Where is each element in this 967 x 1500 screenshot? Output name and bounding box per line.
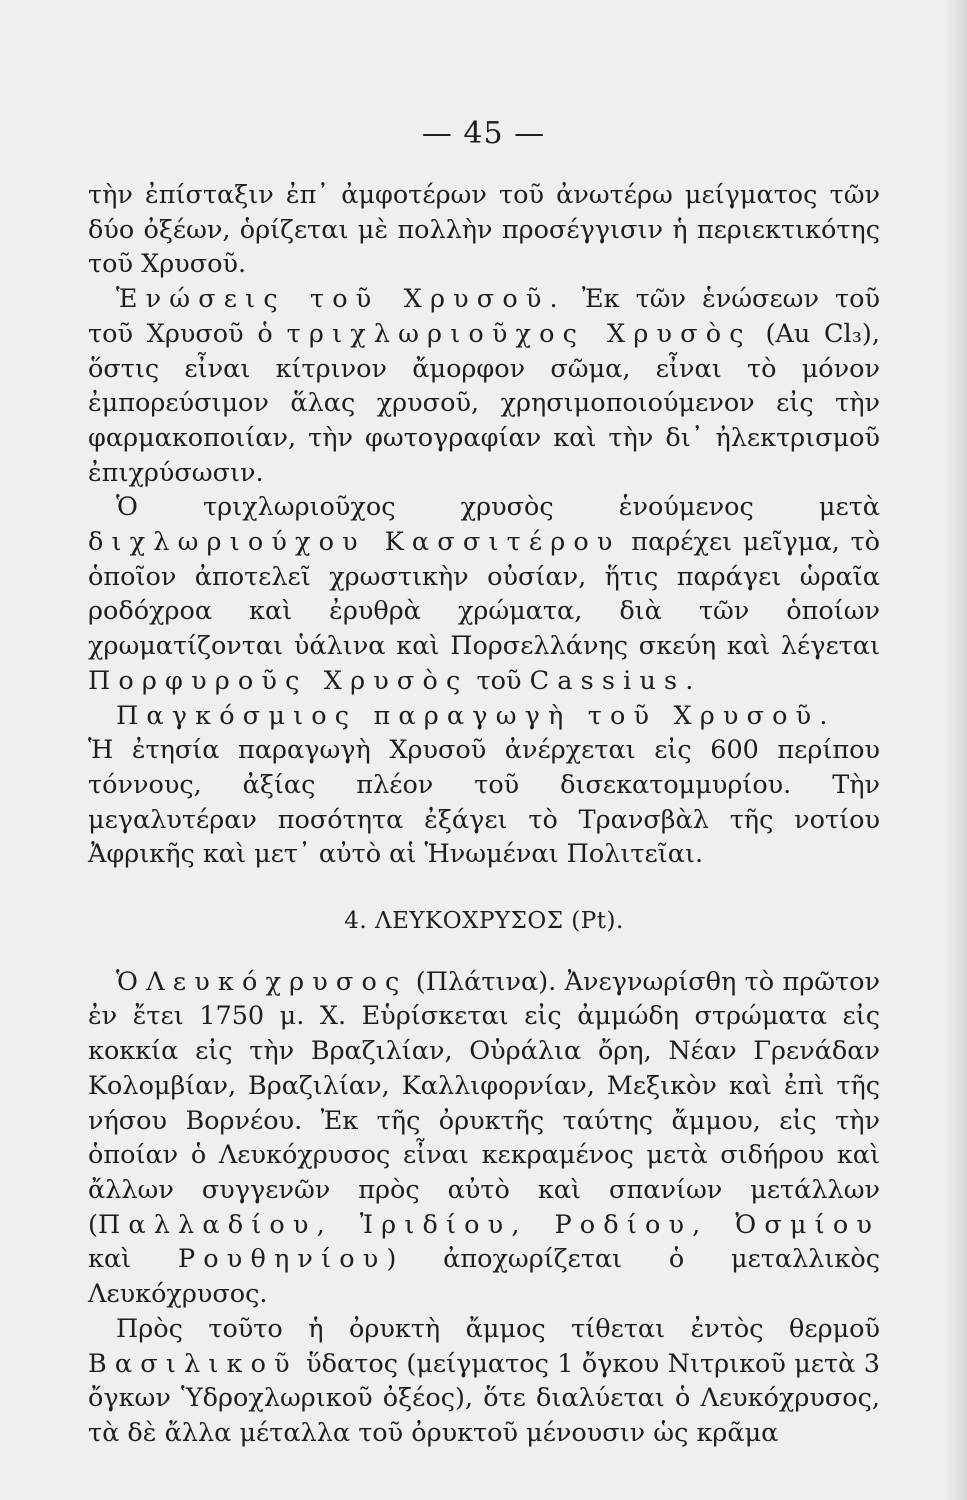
page-spine-shadow [945, 0, 967, 1500]
paragraph-3 [88, 490, 880, 698]
run-text: τοῦ [468, 665, 530, 696]
run-spaced-ruthenium: Ρουθηνίου [177, 1244, 387, 1275]
paragraph-1: τὴν ἐπίσταξιν ἐπ᾽ ἀμφοτέρων τοῦ ἀνωτέρω μείγματος τῶν δύο ὀξέων, ὁρίζεται μὲ πολλὴν προσέγγισιν ἡ περιεκτικότης τοῦ Χρυσοῦ. [88, 180, 880, 280]
page-body [88, 178, 880, 1451]
run-text: παρέχει μεῖγμα, τὸ ὁποῖον ἀποτελεῖ χρωστικὴν οὐσίαν, ἥτις παράγει ὡραῖα ροδόχροα καὶ ἐρυθρὰ χρώματα, διὰ τῶν ὁποίων χρωματίζονται ὑάλινα καὶ Πορσελλάνης σκεύη καὶ λέγεται [88, 527, 880, 662]
run-spaced-dichloride-tin: διχλωριούχου Κασσιτέρου [88, 527, 621, 558]
run-spaced-aqua-regia: Βασιλικοῦ [88, 1348, 298, 1379]
run-text: Πρὸς τοῦτο ἡ ὀρυκτὴ ἄμμος τίθεται ἐντὸς θερμοῦ [116, 1313, 880, 1344]
paragraph-6 [88, 965, 880, 1312]
run-heading-world-production: Παγκόσμιος παραγωγὴ τοῦ Χρυσοῦ. [116, 700, 836, 731]
run-text: Ἐκ τῶν ἑνώσεων τοῦ τοῦ Χρυσοῦ ὁ [88, 284, 880, 349]
run-text: ) ἀποχωρίζεται ὁ μεταλλικὸς Λευκόχρυσος. [88, 1244, 880, 1310]
run-text: (Πλάτινα). Ἀνεγνωρίσθη τὸ πρῶτον ἐν ἔτει 1750 μ. Χ. Εὑρίσκεται εἰς ἀμμώδη στρώματα εἰς κοκκία εἰς τὴν Βραζιλίαν, Οὐράλια ὄρη, Νέαν Γρενάδαν Κολομβίαν, Βραζιλίαν, Καλλιφορνίαν, Μεξικὸν καὶ ἐπὶ τῆς νήσου Βορνέου. Ἐκ τῆς ὀρυκτῆς ταύτης ἄμμου, εἰς τὴν ὁποίαν ὁ Λευκόχρυσος εἶναι κεκραμένος μετὰ σιδήρου καὶ ἄλλων συγγενῶν πρὸς αὐτὸ καὶ σπανίων μετάλλων ( [88, 966, 880, 1240]
run-text: Ὁ [116, 966, 147, 997]
run-spaced-purple-gold: Πορφυροῦς Χρυσὸς [88, 665, 469, 696]
run-heading-gold-compounds: Ἑνώσεις τοῦ Χρυσοῦ. [116, 284, 566, 315]
page-number: — 45 — [421, 116, 546, 151]
run-spaced-platinum: Λευκόχρυσος [146, 966, 408, 997]
run-text: καὶ [88, 1244, 178, 1275]
paragraph-7 [88, 1312, 880, 1451]
paragraph-2 [88, 282, 880, 490]
paragraph-4-heading [88, 699, 880, 734]
run-text: ὕδατος (μείγματος 1 ὄγκου Νιτρικοῦ μετὰ 3 ὄγκων Ὑδροχλωρικοῦ ὀξέος), ὅτε διαλύεται ὁ Λευκόχρυσος, τὰ δὲ ἄλλα μέταλλα τοῦ ὀρυκτοῦ μένουσιν ὡς κρᾶμα [88, 1348, 880, 1448]
run-spaced-metals-list: Παλλαδίου, Ἰριδίου, Ροδίου, Ὀσμίου [97, 1209, 880, 1240]
run-text: (Au Cl₃), ὅστις εἶναι κίτρινον ἄμορφον σῶμα, εἶναι τὸ μόνον ἐμπορεύσιμον ἅλας χρυσοῦ, χρησιμοποιούμενον εἰς τὴν φαρμακοποιίαν, τὴν φωτογραφίαν καὶ τὴν δι᾽ ἠλεκτρισμοῦ ἐπιχρύσωσιν. [88, 318, 880, 488]
paragraph-5: Ἡ ἐτησία παραγωγὴ Χρυσοῦ ἀνέρχεται εἰς 600 περίπου τόννους, ἀξίας πλέον τοῦ δισεκατομμυρίου. Τὴν μεγαλυτέραν ποσότητα ἐξάγει τὸ Τρανσβὰλ τῆς νοτίου Ἀφρικῆς καὶ μετ᾽ αὐτὸ αἱ Ἡνωμέναι Πολιτεῖαι. [88, 735, 880, 870]
run-text: . [685, 665, 694, 696]
run-text: Ὁ τριχλωριοῦχος χρυσὸς ἑνούμενος μετὰ [116, 492, 880, 523]
run-spaced-cassius: Cassius [529, 665, 686, 696]
run-spaced-trichloride: τριχλωριοῦχος Χρυσὸς [286, 318, 752, 349]
section-title: 4. ΛΕΥΚΟΧΡΥΣΟΣ (Pt). [344, 908, 624, 935]
